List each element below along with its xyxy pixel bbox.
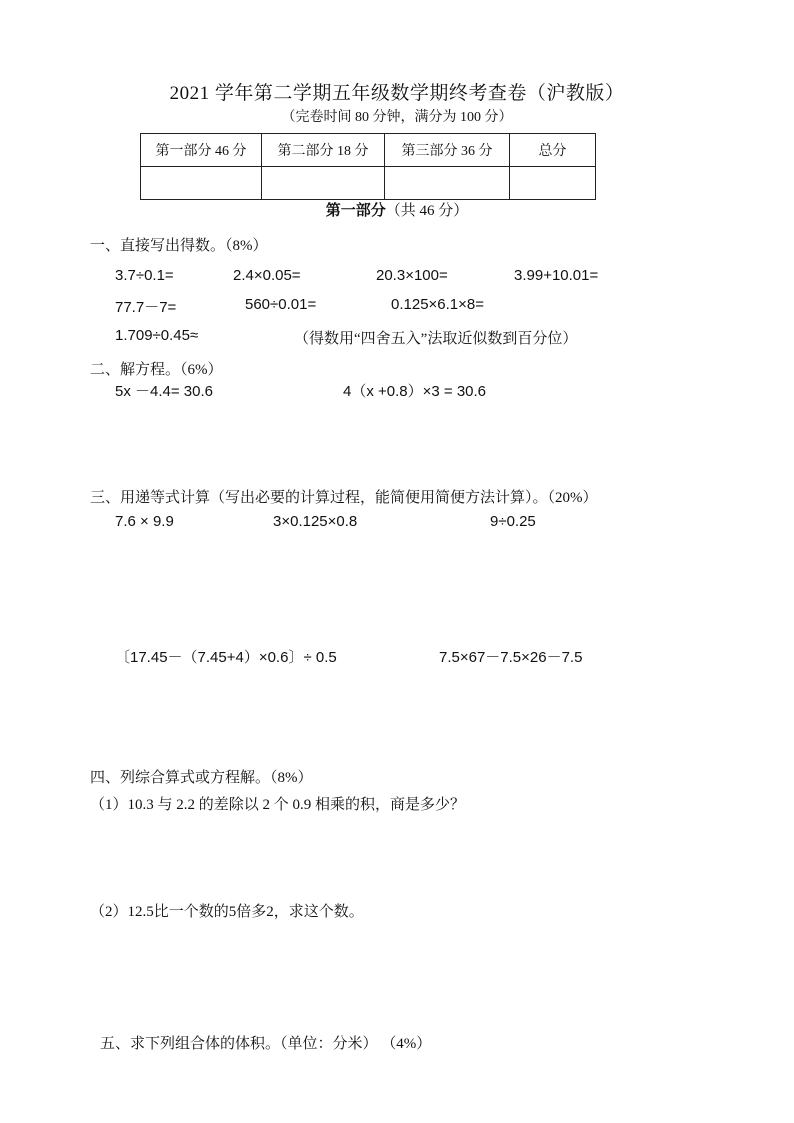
s1-problem-4: 3.99+10.01=	[514, 267, 599, 284]
section4-heading: 四、列综合算式或方程解。（8%）	[90, 770, 313, 786]
score-cell-part1[interactable]	[141, 167, 262, 200]
score-cell-part2[interactable]	[262, 167, 385, 200]
s1-problem-5: 77.7－7=	[115, 299, 177, 316]
s3-problem-4: 〔17.45－（7.45+4）×0.6〕÷ 0.5	[115, 649, 337, 666]
s2-equation-2: 4（x +0.8）×3 = 30.6	[343, 383, 487, 400]
score-cell-total[interactable]	[510, 167, 596, 200]
part1-title	[0, 199, 794, 220]
exam-title: 2021 学年第二学期五年级数学期终考查卷（沪教版）	[169, 83, 625, 104]
section2-heading: 二、解方程。（6%）	[90, 362, 223, 378]
score-header-part3: 第三部分 36 分	[385, 134, 510, 167]
score-header-part1: 第一部分 46 分	[141, 134, 262, 167]
s3-problem-5: 7.5×67－7.5×26－7.5	[439, 649, 583, 666]
section3-heading: 三、用递等式计算（写出必要的计算过程，能简便用简便方法计算）。（20%）	[90, 490, 598, 506]
s1-problem-3: 20.3×100=	[376, 267, 448, 284]
score-table	[140, 133, 596, 200]
s2-equation-1: 5x －4.4= 30.6	[115, 383, 213, 400]
score-header-total: 总分	[510, 134, 596, 167]
section1-heading: 一、直接写出得数。（8%）	[90, 238, 268, 254]
s4-question-1: （1）10.3 与 2.2 的差除以 2 个 0.9 相乘的积，商是多少？	[90, 797, 466, 813]
s1-rounding-note: （得数用“四舍五入”法取近似数到百分位）	[294, 331, 578, 347]
exam-subtitle: （完卷时间 80 分钟，满分为 100 分）	[281, 110, 513, 125]
s1-problem-8: 1.709÷0.45≈	[115, 327, 199, 344]
s3-problem-2: 3×0.125×0.8	[273, 513, 358, 530]
s1-problem-6: 560÷0.01=	[245, 296, 317, 313]
section5-heading: 五、求下列组合体的体积。（单位：分米） （4%）	[100, 1036, 432, 1052]
s1-problem-2: 2.4×0.05=	[233, 267, 301, 284]
score-cell-part3[interactable]	[385, 167, 510, 200]
s3-problem-3: 9÷0.25	[490, 513, 536, 530]
s1-problem-1: 3.7÷0.1=	[115, 267, 174, 284]
s3-problem-1: 7.6 × 9.9	[115, 513, 174, 530]
s4-question-2: （2）12.5比一个数的5倍多2，求这个数。	[90, 904, 364, 920]
score-header-part2: 第二部分 18 分	[262, 134, 385, 167]
part1-title-bold: 第一部分	[325, 203, 386, 219]
part1-title-rest: （共 46 分）	[385, 203, 469, 219]
s1-problem-7: 0.125×6.1×8=	[391, 296, 485, 313]
